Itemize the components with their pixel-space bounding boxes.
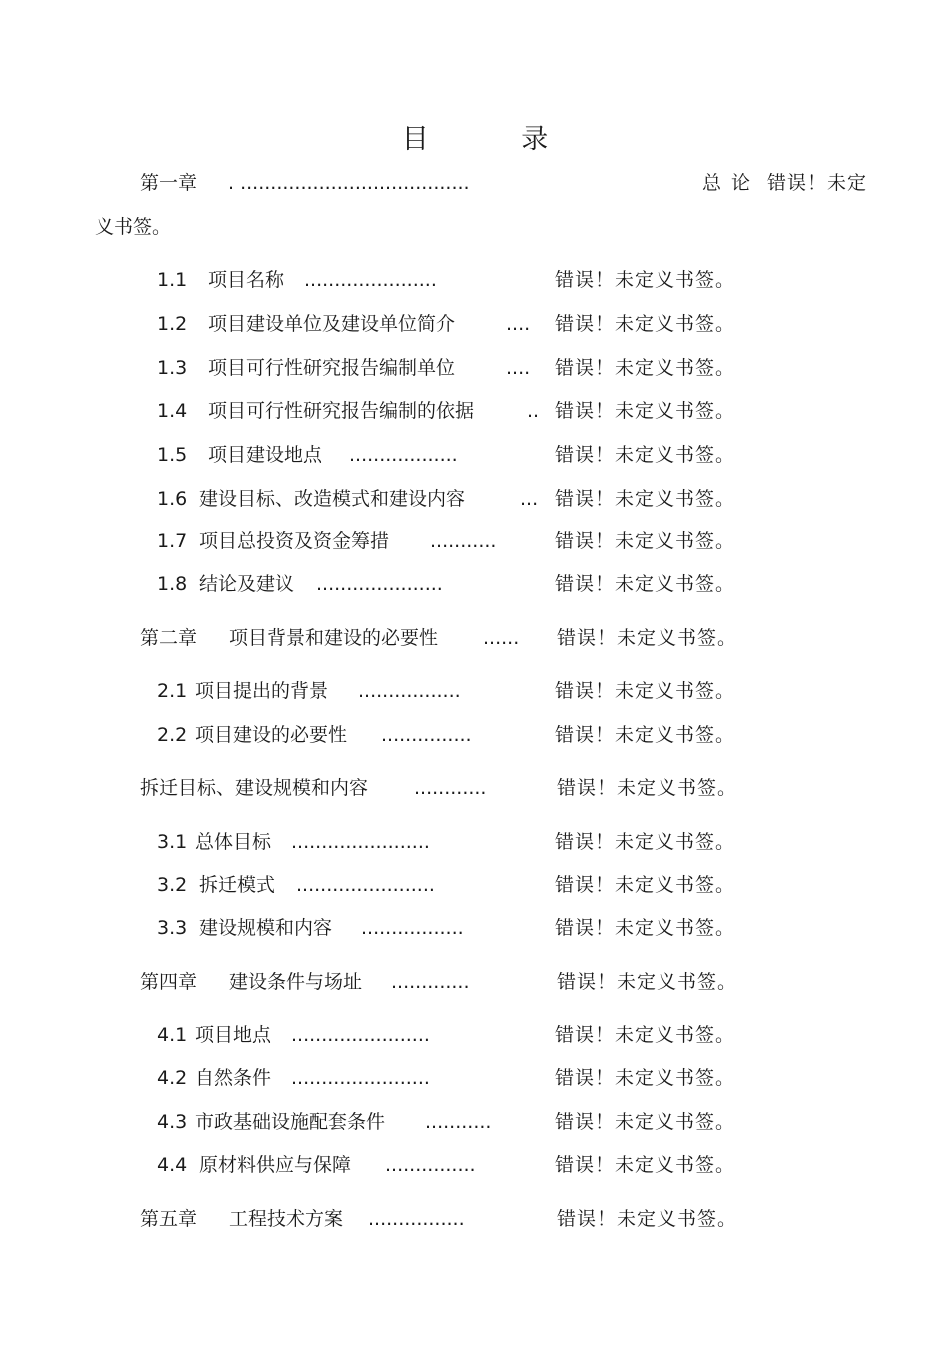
- leader-dots: ...........: [425, 1111, 492, 1133]
- entry-number: 3.1: [157, 831, 188, 853]
- toc-entry-4-1[interactable]: [0, 1020, 950, 1050]
- error-text: 错误！未定义书签。: [555, 444, 736, 466]
- entry-title: 市政基础设施配套条件: [195, 1111, 386, 1133]
- chapter-label: 第五章: [140, 1208, 198, 1230]
- toc-entry-4-4[interactable]: [0, 1150, 950, 1180]
- leader-dots: ....: [506, 313, 531, 335]
- error-text: 错误！未定: [767, 172, 868, 194]
- error-text: 错误！未定义书签。: [555, 1111, 736, 1133]
- entry-number: 1.1: [157, 269, 188, 291]
- entry-title: 项目总投资及资金筹措: [199, 530, 390, 552]
- leader-dots: ..................: [349, 444, 458, 466]
- entry-title: 原材料供应与保障: [199, 1154, 352, 1176]
- entry-title: 拆迁模式: [199, 874, 276, 896]
- entry-title: 项目提出的背景: [195, 680, 329, 702]
- entry-number: 3.2: [157, 874, 188, 896]
- error-text: 错误！未定义书签。: [555, 400, 736, 422]
- chapter-label: 第一章: [140, 172, 198, 194]
- toc-entry-3-2[interactable]: [0, 870, 950, 900]
- chapter-label: 第四章: [140, 971, 198, 993]
- toc-entry-4-2[interactable]: [0, 1063, 950, 1093]
- toc-entry-3-1[interactable]: [0, 827, 950, 857]
- leader-dots: .......................: [291, 1067, 430, 1089]
- page-title: 目 录: [401, 124, 591, 155]
- entry-title: 总体目标: [195, 831, 272, 853]
- leader-dots: ...........: [430, 530, 497, 552]
- chapter-name: 工程技术方案: [229, 1208, 344, 1230]
- entry-number: 1.3: [157, 357, 188, 379]
- leader-dots: .......................: [296, 874, 435, 896]
- error-text: 错误！未定义书签。: [555, 1154, 736, 1176]
- leader-dots: .......................: [291, 1024, 430, 1046]
- leader-dots: ................: [368, 1208, 465, 1230]
- entry-number: 1.6: [157, 488, 188, 510]
- leader-dots: .....................: [316, 573, 443, 595]
- leader-dots: .......................: [291, 831, 430, 853]
- entry-number: 3.3: [157, 917, 188, 939]
- toc-entry-3-3[interactable]: [0, 913, 950, 943]
- entry-title: 自然条件: [195, 1067, 272, 1089]
- chapter-name: 总 论: [702, 172, 753, 194]
- entry-number: 2.2: [157, 724, 188, 746]
- entry-number: 2.1: [157, 680, 188, 702]
- chapter-name: 拆迁目标、建设规模和内容: [140, 777, 369, 799]
- entry-title: 建设目标、改造模式和建设内容: [199, 488, 466, 510]
- error-text: 错误！未定义书签。: [555, 488, 736, 510]
- leader-dots: ...............: [385, 1154, 476, 1176]
- error-text: 错误！未定义书签。: [557, 971, 738, 993]
- error-text: 错误！未定义书签。: [555, 269, 736, 291]
- leader-dots: . ......................................: [228, 172, 470, 194]
- entry-number: 4.2: [157, 1067, 188, 1089]
- chapter-name: 建设条件与场址: [229, 971, 363, 993]
- toc-entry-1-4[interactable]: [0, 396, 950, 426]
- leader-dots: ....: [506, 357, 531, 379]
- error-text: 错误！未定义书签。: [557, 627, 738, 649]
- entry-number: 1.2: [157, 313, 188, 335]
- leader-dots: .................: [358, 680, 461, 702]
- leader-dots: ...............: [381, 724, 472, 746]
- entry-title: 项目建设地点: [208, 444, 323, 466]
- toc-entry-1-2[interactable]: [0, 309, 950, 339]
- error-text: 错误！未定义书签。: [555, 530, 736, 552]
- chapter-name: 项目背景和建设的必要性: [229, 627, 439, 649]
- error-text: 错误！未定义书签。: [555, 357, 736, 379]
- error-text: 错误！未定义书签。: [555, 917, 736, 939]
- entry-title: 项目建设单位及建设单位简介: [208, 313, 456, 335]
- entry-title: 项目可行性研究报告编制单位: [208, 357, 456, 379]
- error-text: 错误！未定义书签。: [555, 573, 736, 595]
- toc-entry-2-1[interactable]: [0, 676, 950, 706]
- error-text: 错误！未定义书签。: [555, 1024, 736, 1046]
- error-text: 错误！未定义书签。: [555, 831, 736, 853]
- leader-dots: ...: [520, 488, 539, 510]
- leader-dots: .................: [361, 917, 464, 939]
- toc-entry-2-2[interactable]: [0, 720, 950, 750]
- toc-chapter-1[interactable]: [0, 168, 950, 198]
- entry-title: 项目名称: [208, 269, 285, 291]
- toc-chapter-4[interactable]: [0, 967, 950, 997]
- toc-entry-1-6[interactable]: [0, 484, 950, 514]
- entry-number: 1.7: [157, 530, 188, 552]
- toc-entry-1-5[interactable]: [0, 440, 950, 470]
- error-text: 错误！未定义书签。: [555, 1067, 736, 1089]
- entry-number: 1.5: [157, 444, 188, 466]
- toc-entry-1-1[interactable]: [0, 265, 950, 295]
- entry-number: 4.3: [157, 1111, 188, 1133]
- entry-title: 项目可行性研究报告编制的依据: [208, 400, 475, 422]
- leader-dots: .............: [391, 971, 470, 993]
- leader-dots: ............: [414, 777, 487, 799]
- toc-chapter-5[interactable]: [0, 1204, 950, 1234]
- leader-dots: ......................: [304, 269, 437, 291]
- entry-number: 1.4: [157, 400, 188, 422]
- toc-entry-1-8[interactable]: [0, 569, 950, 599]
- error-text-continued: 义书签。: [95, 216, 172, 238]
- entry-title: 项目地点: [195, 1024, 272, 1046]
- toc-entry-1-3[interactable]: [0, 353, 950, 383]
- toc-chapter-3[interactable]: [0, 773, 950, 803]
- error-text: 错误！未定义书签。: [555, 724, 736, 746]
- leader-dots: ..: [527, 400, 540, 422]
- error-text: 错误！未定义书签。: [557, 1208, 738, 1230]
- toc-entry-4-3[interactable]: [0, 1107, 950, 1137]
- chapter-label: 第二章: [140, 627, 198, 649]
- entry-number: 4.4: [157, 1154, 188, 1176]
- entry-number: 1.8: [157, 573, 188, 595]
- entry-title: 建设规模和内容: [199, 917, 333, 939]
- error-text: 错误！未定义书签。: [555, 680, 736, 702]
- leader-dots: ......: [483, 627, 520, 649]
- error-text: 错误！未定义书签。: [555, 313, 736, 335]
- toc-entry-1-7[interactable]: [0, 526, 950, 556]
- entry-number: 4.1: [157, 1024, 188, 1046]
- error-text: 错误！未定义书签。: [557, 777, 738, 799]
- error-text: 错误！未定义书签。: [555, 874, 736, 896]
- entry-title: 结论及建议: [199, 573, 295, 595]
- entry-title: 项目建设的必要性: [195, 724, 348, 746]
- toc-chapter-2[interactable]: [0, 623, 950, 653]
